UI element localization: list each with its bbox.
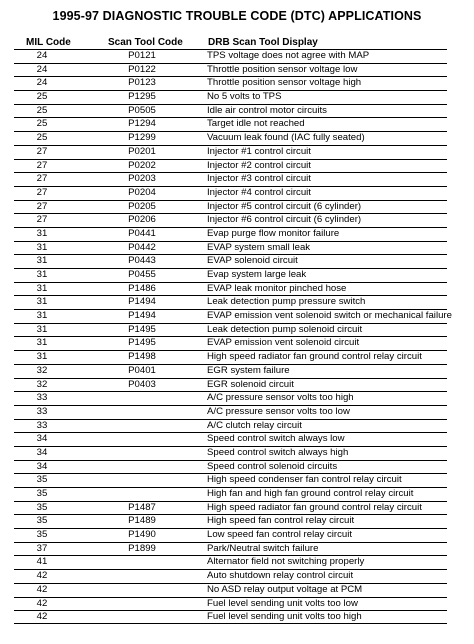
mil-code-cell: 27 <box>36 200 48 212</box>
table-row <box>14 186 447 200</box>
mil-code-cell: 35 <box>36 474 48 486</box>
mil-code-cell: 31 <box>36 296 48 308</box>
drb-display-cell: Alternator field not switching properly <box>207 556 365 568</box>
drb-display-cell: Injector #1 control circuit <box>207 145 311 157</box>
scan-tool-code-cell: P0202 <box>128 159 156 171</box>
mil-code-cell: 35 <box>36 501 48 513</box>
page-title: 1995-97 DIAGNOSTIC TROUBLE CODE (DTC) APPLICATIONS <box>52 9 422 23</box>
mil-code-cell: 25 <box>36 132 48 144</box>
table-row <box>14 473 447 487</box>
mil-code-cell: 35 <box>36 515 48 527</box>
scan-tool-code-cell: P1490 <box>128 529 156 541</box>
scan-tool-code-cell: P0441 <box>128 227 156 239</box>
scan-tool-code-cell: P0121 <box>128 50 156 61</box>
scan-tool-code-cell: P0442 <box>128 241 156 253</box>
mil-code-cell: 34 <box>36 433 48 445</box>
scan-tool-code-cell: P0443 <box>128 255 156 267</box>
scan-tool-code-cell: P1498 <box>128 351 156 363</box>
column-header-scan-tool-code: Scan Tool Code <box>108 37 183 48</box>
drb-display-cell: EVAP solenoid circuit <box>207 255 298 267</box>
mil-code-cell: 27 <box>36 186 48 198</box>
mil-code-cell: 37 <box>36 542 48 554</box>
mil-code-cell: 34 <box>36 446 48 458</box>
table-row <box>14 583 447 597</box>
mil-code-cell: 31 <box>36 351 48 363</box>
drb-display-cell: High fan and high fan ground control relay circuit <box>207 488 414 499</box>
table-row <box>14 555 447 569</box>
mil-code-cell: 25 <box>36 91 48 103</box>
mil-code-cell: 42 <box>36 611 48 623</box>
scan-tool-code-cell: P0505 <box>128 104 156 116</box>
table-row <box>14 241 447 255</box>
drb-display-cell: Injector #3 control circuit <box>207 173 311 185</box>
scan-tool-code-cell: P1494 <box>128 296 156 308</box>
mil-code-cell: 33 <box>36 392 48 404</box>
table-row <box>14 514 447 528</box>
drb-display-cell: No 5 volts to TPS <box>207 91 282 103</box>
drb-display-cell: Auto shutdown relay control circuit <box>207 570 354 582</box>
mil-code-cell: 27 <box>36 173 48 185</box>
table-row <box>14 405 447 419</box>
mil-code-cell: 31 <box>36 310 48 322</box>
mil-code-cell: 27 <box>36 145 48 157</box>
table-row <box>14 268 447 282</box>
table-row <box>14 446 447 460</box>
table-row <box>14 542 447 556</box>
drb-display-cell: Injector #4 control circuit <box>207 186 311 198</box>
table-row <box>14 295 447 309</box>
column-header-mil-code: MIL Code <box>26 37 71 48</box>
scan-tool-code-cell: P1489 <box>128 515 156 527</box>
drb-display-cell: Evap system large leak <box>207 269 307 280</box>
drb-display-cell: Throttle position sensor voltage low <box>207 63 358 75</box>
table-row <box>14 76 447 90</box>
table-row <box>14 597 447 611</box>
mil-code-cell: 33 <box>36 405 48 417</box>
mil-code-cell: 42 <box>36 583 48 595</box>
table-row <box>14 350 447 364</box>
scan-tool-code-cell: P0403 <box>128 378 156 390</box>
scan-tool-code-cell: P0123 <box>128 77 156 89</box>
drb-display-cell: High speed fan control relay circuit <box>207 515 355 527</box>
drb-display-cell: High speed radiator fan ground control relay circuit <box>207 501 422 513</box>
mil-code-cell: 31 <box>36 227 48 239</box>
mil-code-cell: 24 <box>36 50 48 61</box>
scan-tool-code-cell: P0206 <box>128 214 156 226</box>
drb-display-cell: Throttle position sensor voltage high <box>207 77 362 89</box>
table-row <box>14 159 447 173</box>
drb-display-cell: A/C pressure sensor volts too high <box>207 392 354 404</box>
table-row <box>14 104 447 118</box>
table-row <box>14 487 447 501</box>
drb-display-cell: Leak detection pump solenoid circuit <box>207 323 363 335</box>
drb-display-cell: Park/Neutral switch failure <box>207 542 319 554</box>
mil-code-cell: 31 <box>36 337 48 349</box>
scan-tool-code-cell: P0204 <box>128 186 156 198</box>
drb-display-cell: A/C clutch relay circuit <box>207 419 302 431</box>
mil-code-cell: 35 <box>36 488 48 499</box>
drb-display-cell: Speed control solenoid circuits <box>207 460 338 472</box>
drb-display-cell: EVAP emission vent solenoid circuit <box>207 337 360 349</box>
table-row <box>14 63 447 77</box>
table-row <box>14 145 447 159</box>
scan-tool-code-cell: P1295 <box>128 91 156 103</box>
scan-tool-code-cell: P0201 <box>128 145 156 157</box>
drb-display-cell: No ASD relay output voltage at PCM <box>207 583 363 595</box>
mil-code-cell: 31 <box>36 269 48 280</box>
table-row <box>14 528 447 542</box>
column-header-drb-display: DRB Scan Tool Display <box>208 37 318 48</box>
drb-display-cell: EVAP leak monitor pinched hose <box>207 282 347 294</box>
drb-display-cell: TPS voltage does not agree with MAP <box>207 50 370 61</box>
scan-tool-code-cell: P1495 <box>128 337 156 349</box>
table-row <box>14 90 447 104</box>
mil-code-cell: 33 <box>36 419 48 431</box>
table-row <box>14 323 447 337</box>
mil-code-cell: 27 <box>36 159 48 171</box>
drb-display-cell: A/C pressure sensor volts too low <box>207 405 350 417</box>
mil-code-cell: 24 <box>36 63 48 75</box>
scan-tool-code-cell: P1299 <box>128 132 156 144</box>
table-row <box>14 419 447 433</box>
dtc-table <box>14 49 452 624</box>
table-row <box>14 227 447 241</box>
scan-tool-code-cell: P1487 <box>128 501 156 513</box>
scan-tool-code-cell: P1899 <box>128 542 156 554</box>
mil-code-cell: 35 <box>36 529 48 541</box>
drb-display-cell: Speed control switch always low <box>207 433 345 445</box>
drb-display-cell: Target idle not reached <box>207 118 305 130</box>
table-row <box>14 610 447 624</box>
mil-code-cell: 25 <box>36 118 48 130</box>
scan-tool-code-cell: P0205 <box>128 200 156 212</box>
table-row <box>14 378 447 392</box>
scan-tool-code-cell: P0455 <box>128 269 156 280</box>
mil-code-cell: 31 <box>36 241 48 253</box>
drb-display-cell: EVAP system small leak <box>207 241 311 253</box>
mil-code-cell: 31 <box>36 323 48 335</box>
mil-code-cell: 31 <box>36 282 48 294</box>
scan-tool-code-cell: P1494 <box>128 310 156 322</box>
table-row <box>14 200 447 214</box>
table-row <box>14 501 447 515</box>
drb-display-cell: Injector #5 control circuit (6 cylinder) <box>207 200 362 212</box>
drb-display-cell: Evap purge flow monitor failure <box>207 227 340 239</box>
drb-display-cell: EGR solenoid circuit <box>207 378 294 390</box>
mil-code-cell: 42 <box>36 570 48 582</box>
table-row <box>14 460 447 474</box>
scan-tool-code-cell: P0203 <box>128 173 156 185</box>
mil-code-cell: 42 <box>36 597 48 609</box>
scan-tool-code-cell: P0401 <box>128 364 156 376</box>
drb-display-cell: Fuel level sending unit volts too high <box>207 611 362 623</box>
drb-display-cell: EGR system failure <box>207 364 290 376</box>
scan-tool-code-cell: P1294 <box>128 118 156 130</box>
mil-code-cell: 32 <box>36 364 48 376</box>
drb-display-cell: Injector #6 control circuit (6 cylinder) <box>207 214 362 226</box>
table-row <box>14 391 447 405</box>
table-row <box>14 309 452 323</box>
drb-display-cell: Fuel level sending unit volts too low <box>207 597 358 609</box>
mil-code-cell: 31 <box>36 255 48 267</box>
scan-tool-code-cell: P0122 <box>128 63 156 75</box>
drb-display-cell: Speed control switch always high <box>207 446 349 458</box>
drb-display-cell: Vacuum leak found (IAC fully seated) <box>207 132 365 144</box>
table-row <box>14 432 447 446</box>
drb-display-cell: High speed condenser fan control relay circuit <box>207 474 402 486</box>
table-row <box>14 569 447 583</box>
mil-code-cell: 34 <box>36 460 48 472</box>
mil-code-cell: 27 <box>36 214 48 226</box>
mil-code-cell: 24 <box>36 77 48 89</box>
table-row <box>14 49 447 63</box>
scan-tool-code-cell: P1486 <box>128 282 156 294</box>
table-row <box>14 364 447 378</box>
mil-code-cell: 41 <box>36 556 48 568</box>
drb-display-cell: Leak detection pump pressure switch <box>207 296 366 308</box>
drb-display-cell: EVAP emission vent solenoid switch or mechanical failure <box>207 310 452 322</box>
drb-display-cell: Injector #2 control circuit <box>207 159 311 171</box>
mil-code-cell: 32 <box>36 378 48 390</box>
drb-display-cell: Idle air control motor circuits <box>207 104 327 116</box>
drb-display-cell: High speed radiator fan ground control relay circuit <box>207 351 422 363</box>
table-row <box>14 336 447 350</box>
table-row <box>14 213 447 227</box>
table-row <box>14 117 447 131</box>
table-row <box>14 172 447 186</box>
table-row <box>14 131 447 145</box>
drb-display-cell: Low speed fan control relay circuit <box>207 529 353 541</box>
table-row <box>14 282 447 296</box>
mil-code-cell: 25 <box>36 104 48 116</box>
table-row <box>14 254 447 268</box>
scan-tool-code-cell: P1495 <box>128 323 156 335</box>
